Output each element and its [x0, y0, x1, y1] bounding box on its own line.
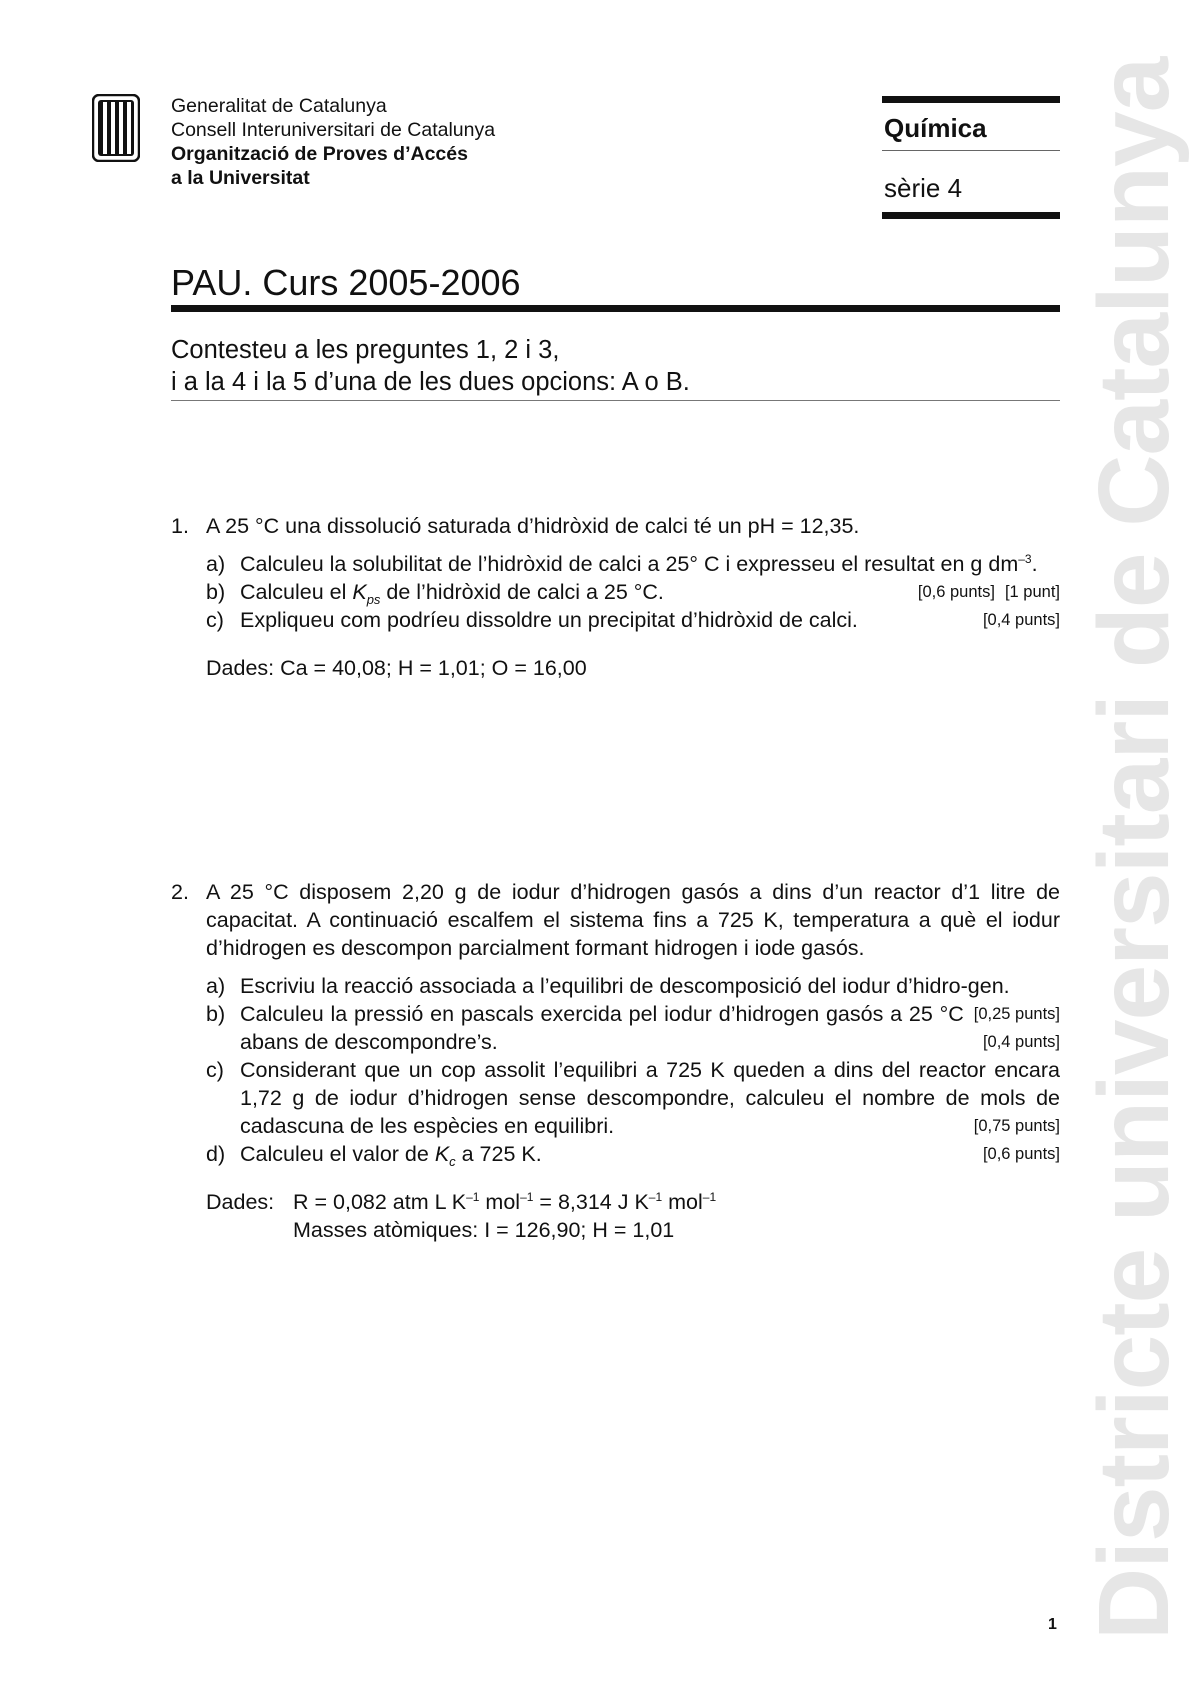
item-points: [0,6 punts]	[982, 1145, 1060, 1163]
item-text: Calculeu la solubilitat de l’hidròxid de calci a 25° C i expresseu el resultat en g dm	[240, 552, 1019, 576]
subject-title: Química	[884, 113, 987, 143]
question-number: 2.	[171, 880, 189, 904]
sidebar-watermark: Districte universitari de Catalunya	[1078, 57, 1190, 1640]
superscript: –1	[648, 1190, 663, 1204]
atomic-masses: Masses atòmiques: I = 126,90; H = 1,01	[293, 1218, 675, 1242]
rule	[882, 96, 1060, 103]
organization-line: a la Universitat	[171, 167, 310, 189]
question-item-c	[206, 606, 1060, 634]
question-item-a	[206, 972, 1060, 1023]
institution-line: Generalitat de Catalunya	[171, 95, 387, 117]
institution-block	[171, 94, 495, 190]
question-stem: A 25 °C una dissolució saturada d’hidròxid de calci té un pH = 12,35.	[206, 514, 860, 538]
superscript: –1	[702, 1190, 717, 1204]
institution-line: Consell Interuniversitari de Catalunya	[171, 119, 496, 141]
data-text: mol	[662, 1190, 703, 1214]
item-label: a)	[206, 974, 226, 998]
item-label: b)	[206, 580, 226, 604]
item-label: b)	[206, 1002, 226, 1026]
instructions	[171, 334, 690, 398]
data-row	[206, 1216, 1060, 1244]
item-points: [0,4 punts]	[982, 1033, 1060, 1051]
superscript: –1	[520, 1190, 534, 1204]
page-title: PAU. Curs 2005-2006	[171, 262, 521, 303]
organization-line: Organització de Proves d’Accés	[171, 143, 468, 165]
item-points: [0,25 punts]	[973, 1005, 1060, 1023]
subscript: ps	[366, 592, 381, 607]
item-label: a)	[206, 552, 226, 576]
title-rule	[171, 305, 1060, 312]
data-text: = 8,314 J K	[533, 1190, 649, 1214]
item-text: Calculeu el	[240, 580, 353, 604]
question-items	[206, 550, 1060, 634]
item-text: Escriviu la reacció associada a l’equilibri de descomposició del iodur d’hidro-gen.	[240, 974, 1010, 998]
rule	[882, 212, 1060, 219]
constant-symbol: K	[434, 1142, 450, 1166]
question-2	[171, 878, 1060, 1244]
data-label-spacer	[206, 1216, 293, 1244]
item-text: Calculeu el valor de	[240, 1142, 435, 1166]
item-text: de l’hidròxid de calci a 25 °C.	[380, 580, 664, 604]
question-stem: A 25 °C disposem 2,20 g de iodur d’hidrogen gasós a dins d’un reactor d’1 litre de capacitat. A continuació escalfem el sistema fins a 725 K, temperatura a què el iodur d’hidrogen es descompon parcialment formant hidrogen i iode gasós.	[206, 880, 1060, 960]
instruction-line: i a la 4 i la 5 d’una de les dues opcions: A o B.	[171, 368, 690, 396]
superscript: –3	[1018, 552, 1032, 566]
question-item-c	[206, 1056, 1060, 1140]
item-points: [1 punt]	[1004, 583, 1060, 601]
page-number: 1	[1048, 1616, 1057, 1633]
data-line: Dades: Ca = 40,08; H = 1,01; O = 16,00	[206, 656, 587, 680]
item-text-end: .	[1031, 552, 1038, 576]
item-points: [0,75 punts]	[973, 1117, 1060, 1135]
question-number: 1.	[171, 514, 189, 538]
item-text: Considerant que un cop assolit l’equilibri a 725 K queden a dins del reactor encara 1,72 g de iodur d’hidrogen sense descompondre, calculeu el nombre de mols de cadascuna de les espècies en equilibri.	[240, 1058, 1060, 1138]
instructions-rule	[171, 400, 1060, 401]
item-text: a 725 K.	[455, 1142, 542, 1166]
item-points: [0,4 punts]	[982, 611, 1060, 629]
gas-constant	[293, 1188, 716, 1216]
serie-label: sèrie 4	[884, 173, 963, 203]
data-label: Dades:	[206, 1190, 275, 1214]
generalitat-logo-icon	[92, 94, 140, 162]
question-item-d	[206, 1140, 1060, 1168]
question-item-b	[206, 1000, 1060, 1056]
item-text: Expliqueu com podríeu dissoldre un precipitat d’hidròxid de calci.	[240, 608, 858, 632]
data-text: mol	[479, 1190, 521, 1214]
instruction-line: Contesteu a les preguntes 1, 2 i 3,	[171, 336, 560, 364]
item-points: [0,6 punts]	[917, 583, 995, 601]
data-row	[206, 1188, 1060, 1216]
question-1	[171, 512, 1060, 682]
question-items	[206, 972, 1060, 1168]
item-text: Calculeu la pressió en pascals exercida pel iodur d’hidrogen gasós a 25 °C abans de descompondre’s.	[240, 1002, 964, 1054]
data-block	[206, 1188, 1060, 1244]
item-label: d)	[206, 1142, 226, 1166]
data-text: R = 0,082 atm L K	[293, 1190, 467, 1214]
subscript: c	[449, 1154, 456, 1169]
superscript: –1	[466, 1190, 480, 1204]
constant-symbol: K	[352, 580, 367, 604]
question-item-b	[206, 578, 1060, 606]
item-label: c)	[206, 1058, 224, 1082]
item-label: c)	[206, 608, 224, 632]
subject-box	[882, 96, 1060, 219]
